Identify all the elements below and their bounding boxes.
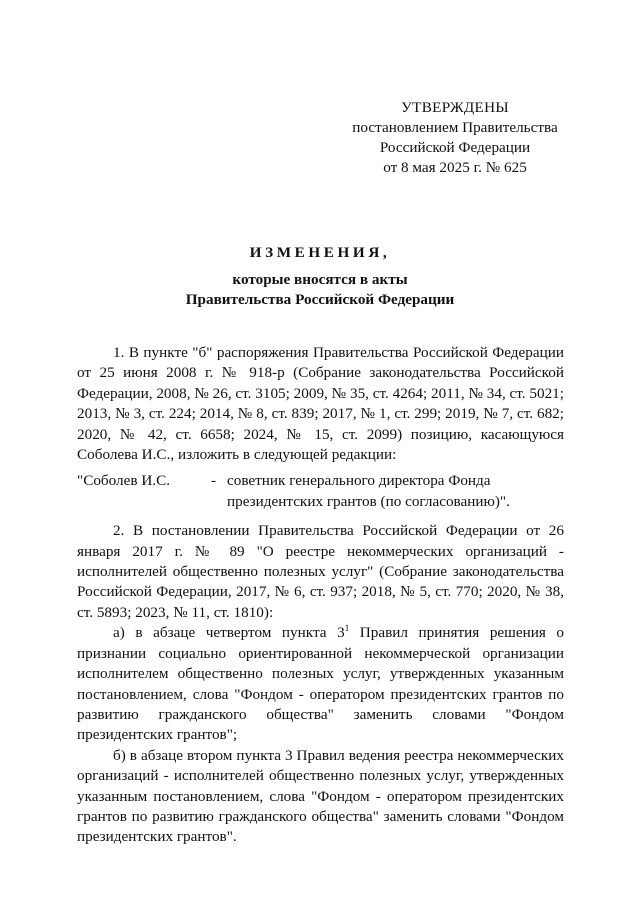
position-entry	[77, 471, 564, 512]
paragraph-4: б) в абзаце втором пункта 3 Правил ведения реестра некоммерческих организаций - исполнителей общественно полезных услуг, утвержденных указанным постановлением, слова "Фондом - оператором президентских грантов по развитию гражданского общества" заменить словами "Фондом президентских грантов".	[77, 746, 564, 846]
document-body	[77, 343, 564, 848]
title-sub-2: Правительства Российской Федерации	[185, 291, 455, 308]
paragraph-2: 2. В постановлении Правительства Российской Федерации от 26 января 2017 г. № 89 "О реестре некоммерческих организаций - исполнителей общественно полезных услуг" (Собрание законодательства Российской Федерации, 2017, № 6, ст. 937; 2018, № 5, ст. 770; 2020, № 38, ст. 5893; 2023, № 11, ст. 1810):	[77, 522, 564, 621]
approval-head: УТВЕРЖДЕНЫ	[401, 99, 509, 116]
title-sub-1: которые вносятся в акты	[232, 270, 408, 288]
paragraph-3-start: а) в абзаце четвертом пункта 3	[113, 624, 345, 642]
title-main: ИЗМЕНЕНИЯ,	[249, 244, 391, 261]
paragraph-3	[77, 623, 564, 745]
entry-name: "Соболев И.С.	[77, 472, 171, 490]
paragraph-1: 1. В пункте "б" распоряжения Правительства Российской Федерации от 25 июня 2008 г. № 918-р (Собрание законодательства Российской Федерации, 2008, № 26, ст. 3105; 2009, № 35, ст. 4264; 2011, № 34, ст. 5021; 2013, № 3, ст. 224; 2014, № 8, ст. 839; 2017, № 1, ст. 299; 2019, № 7, ст. 682; 2020, № 42, ст. 6658; 2024, № 15, ст. 2099) позицию, касающуюся Соболева И.С., изложить в следующей редакции:	[77, 344, 564, 464]
entry-position: советник генерального директора Фонда президентских грантов (по согласованию)".	[227, 472, 510, 510]
entry-dash: -	[211, 472, 217, 490]
paragraph-3-end: Правил принятия решения о признании социально ориентированной некоммерческой организации исполнителем общественно полезных услуг, утвержденных указанным постановлением, слова "Фондом - оператором президентских грантов по развитию гражданского общества" заменить словами "Фондом президентских грантов";	[77, 624, 565, 744]
approval-line-2: Российской Федерации	[379, 139, 531, 156]
approval-block	[345, 98, 565, 178]
document-title	[0, 243, 640, 311]
approval-line-1: постановлением Правительства	[352, 119, 558, 136]
approval-line-3: от 8 мая 2025 г. № 625	[383, 159, 527, 176]
footnote-marker: 1	[344, 623, 350, 634]
